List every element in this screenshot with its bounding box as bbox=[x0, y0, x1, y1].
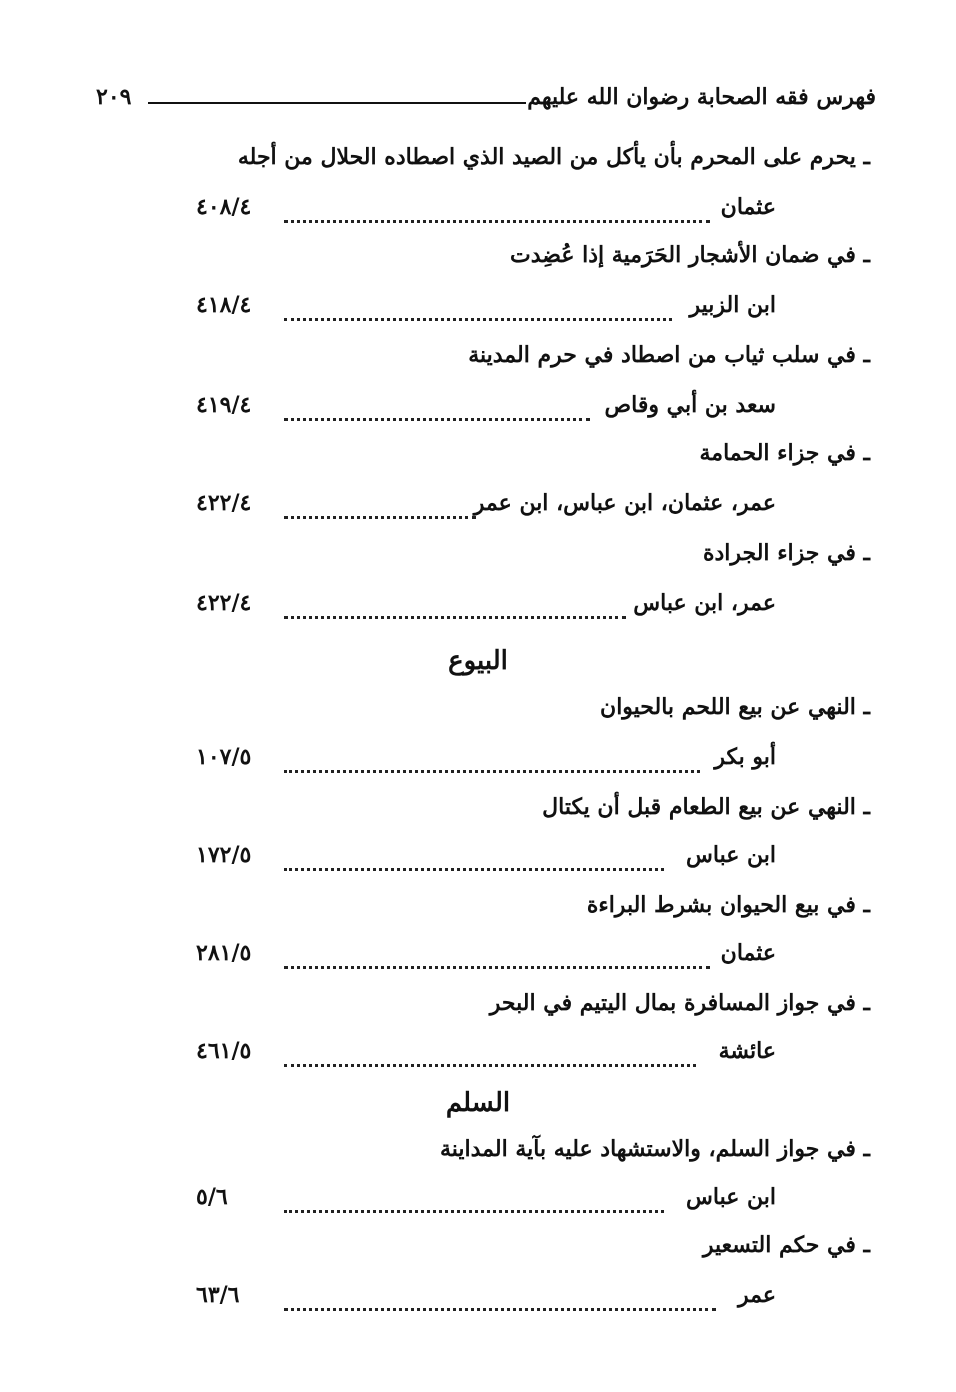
index-entry bbox=[196, 940, 776, 972]
index-entry bbox=[196, 842, 776, 874]
index-topic: ـ في جواز السلم، والاستشهاد عليه بآية المداينة bbox=[439, 1136, 870, 1162]
index-entry bbox=[196, 744, 776, 776]
dot-leader bbox=[284, 750, 700, 773]
index-entry bbox=[196, 590, 776, 622]
volume-page-ref: ١٠٧/٥ bbox=[196, 744, 252, 770]
index-entry bbox=[196, 1038, 776, 1070]
index-topic: ـ في سلب ثياب من اصطاد في حرم المدينة bbox=[468, 342, 870, 368]
companion-names: ابن عباس bbox=[686, 842, 776, 868]
companion-names: عمر، ابن عباس bbox=[633, 590, 776, 616]
index-topic: ـ في بيع الحيوان بشرط البراءة bbox=[586, 892, 870, 918]
dot-leader bbox=[284, 1288, 716, 1311]
volume-page-ref: ٤٦١/٥ bbox=[196, 1038, 252, 1064]
companion-names: عثمان bbox=[720, 194, 776, 220]
dot-leader bbox=[284, 200, 710, 223]
volume-page-ref: ٤١٨/٤ bbox=[196, 292, 252, 318]
running-header-title: فهرس فقه الصحابة رضوان الله عليهم bbox=[527, 84, 876, 110]
dot-leader bbox=[284, 848, 664, 871]
volume-page-ref: ٢٨١/٥ bbox=[196, 940, 252, 966]
dot-leader bbox=[284, 496, 476, 519]
volume-page-ref: ٤٢٢/٤ bbox=[196, 490, 252, 516]
index-entry bbox=[196, 194, 776, 226]
volume-page-ref: ١٧٢/٥ bbox=[196, 842, 252, 868]
index-entry bbox=[196, 1282, 776, 1314]
volume-page-ref: ٦٣/٦ bbox=[196, 1282, 240, 1308]
volume-page-ref: ٤٢٢/٤ bbox=[196, 590, 252, 616]
companion-names: عمر، عثمان، ابن عباس، ابن عمر bbox=[473, 490, 776, 516]
companion-names: عمر bbox=[738, 1282, 776, 1308]
index-entry bbox=[196, 292, 776, 324]
index-topic: ـ في جزاء الجرادة bbox=[702, 540, 870, 566]
dot-leader bbox=[284, 1190, 664, 1213]
index-entry bbox=[196, 1184, 776, 1216]
companion-names: أبو بكر bbox=[714, 744, 776, 770]
companion-names: عثمان bbox=[720, 940, 776, 966]
index-topic: ـ النهي عن بيع الطعام قبل أن يكتال bbox=[542, 794, 870, 820]
volume-page-ref: ٤١٩/٤ bbox=[196, 392, 252, 418]
companion-names: عائشة bbox=[718, 1038, 776, 1064]
companion-names: ابن الزبير bbox=[689, 292, 776, 318]
section-heading: البيوع bbox=[448, 646, 508, 676]
page-number: ٢٠٩ bbox=[96, 84, 132, 110]
dot-leader bbox=[284, 1044, 696, 1067]
header-rule bbox=[148, 102, 526, 104]
dot-leader bbox=[284, 596, 626, 619]
index-topic: ـ في جواز المسافرة بمال اليتيم في البحر bbox=[489, 990, 870, 1016]
companion-names: سعد بن أبي وقاص bbox=[604, 392, 776, 418]
index-topic: ـ في حكم التسعير bbox=[702, 1232, 870, 1258]
index-entry bbox=[196, 490, 776, 522]
running-header bbox=[96, 84, 876, 120]
volume-page-ref: ٥/٦ bbox=[196, 1184, 228, 1210]
index-topic: ـ في ضمان الأشجار الحَرَمية إذا عُضِدت bbox=[510, 242, 870, 268]
dot-leader bbox=[284, 398, 590, 421]
companion-names: ابن عباس bbox=[686, 1184, 776, 1210]
volume-page-ref: ٤٠٨/٤ bbox=[196, 194, 252, 220]
index-topic: ـ يحرم على المحرم بأن يأكل من الصيد الذي اصطاده الحلال من أجله bbox=[237, 144, 870, 170]
index-entry bbox=[196, 392, 776, 424]
dot-leader bbox=[284, 946, 710, 969]
dot-leader bbox=[284, 298, 672, 321]
index-topic: ـ النهي عن بيع اللحم بالحيوان bbox=[600, 694, 870, 720]
index-topic: ـ في جزاء الحمامة bbox=[699, 440, 870, 466]
section-heading: السلم bbox=[445, 1088, 511, 1118]
